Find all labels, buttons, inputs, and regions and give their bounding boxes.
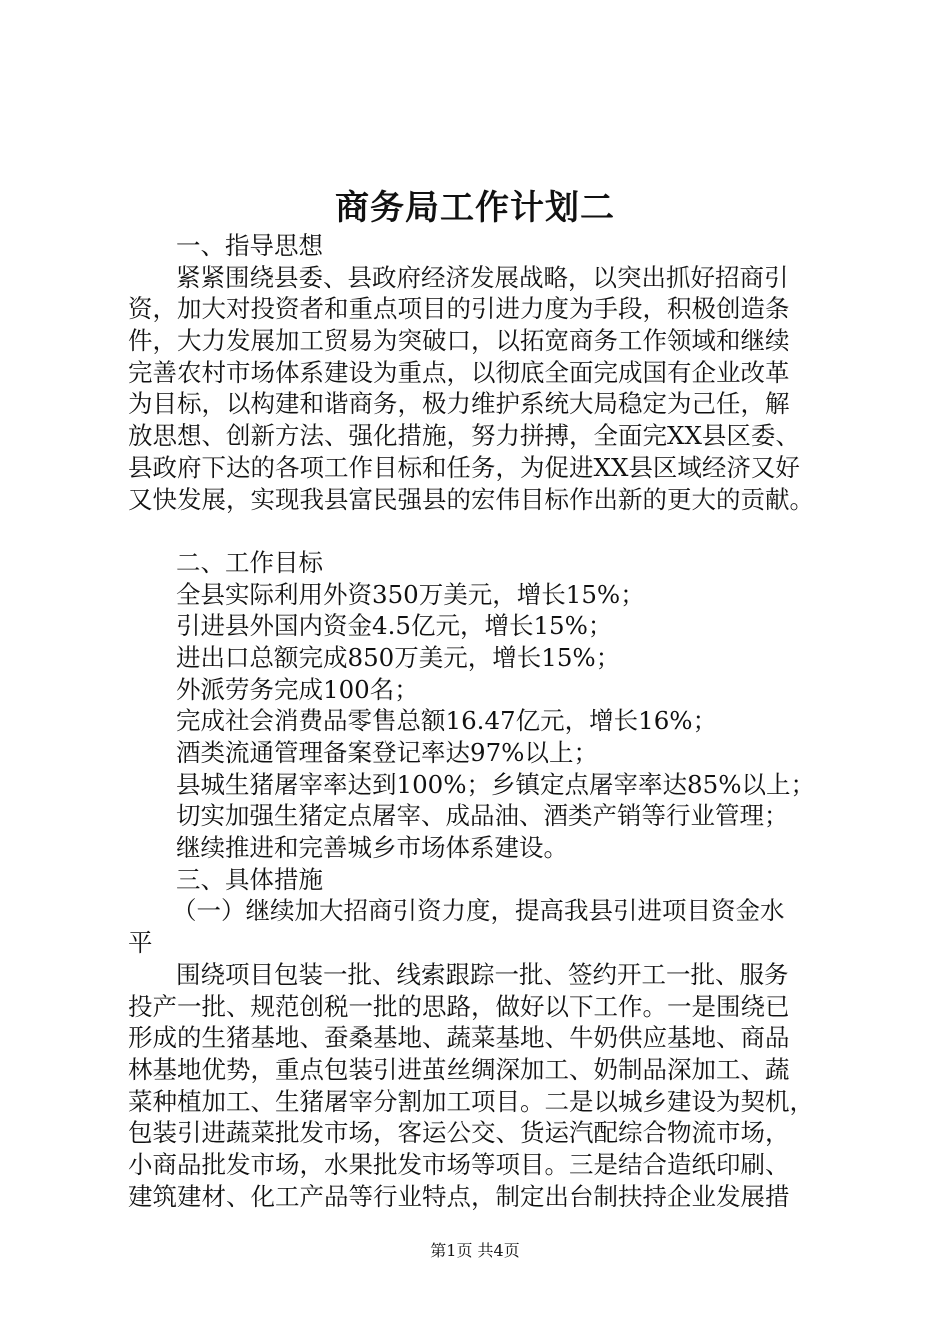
- paragraph-line: 菜种植加工、生猪屠宰分割加工项目。二是以城乡建设为契机，: [128, 1086, 814, 1116]
- paragraph-line: 件，大力发展加工贸易为突破口，以拓宽商务工作领域和继续: [128, 326, 790, 356]
- section-heading-specific-measures: 三、具体措施: [176, 864, 323, 894]
- paragraph-line: 围绕项目包装一批、线索跟踪一批、签约开工一批、服务: [176, 959, 789, 989]
- paragraph-line: 建筑建材、化工产品等行业特点，制定出台制扶持企业发展措: [128, 1181, 790, 1211]
- paragraph-line: 为目标，以构建和谐商务，极力维护系统大局稳定为己任，解: [128, 389, 790, 419]
- document-title: 商务局工作计划二: [335, 188, 615, 228]
- goal-item: 酒类流通管理备案登记率达97%以上；: [176, 738, 598, 767]
- goal-item: 引进县外国内资金4.5亿元，增长15%；: [176, 611, 613, 641]
- paragraph-line: 形成的生猪基地、蚕桑基地、蔬菜基地、牛奶供应基地、商品: [128, 1023, 790, 1053]
- paragraph-line: 投产一批、规范创税一批的思路，做好以下工作。一是围绕已: [128, 991, 790, 1021]
- goal-item: 继续推进和完善城乡市场体系建设。: [176, 833, 568, 863]
- section-heading-work-goals: 二、工作目标: [176, 547, 323, 577]
- section-heading-guiding-ideology: 一、指导思想: [176, 231, 323, 260]
- subsection-heading-line: （一）继续加大招商引资力度，提高我县引进项目资金水: [172, 896, 785, 926]
- paragraph-line: 包装引进蔬菜批发市场，客运公交、货运汽配综合物流市场，: [128, 1118, 790, 1148]
- paragraph-line: 放思想、创新方法、强化措施，努力拼搏，全面完XX县区委、: [128, 421, 800, 451]
- paragraph-line: 又快发展，实现我县富民强县的宏伟目标作出新的更大的贡献。: [128, 484, 814, 514]
- paragraph-line: 林基地优势，重点包装引进茧丝绸深加工、奶制品深加工、蔬: [128, 1054, 790, 1084]
- paragraph-line: 小商品批发市场，水果批发市场等项目。三是结合造纸印刷、: [128, 1149, 790, 1179]
- subsection-heading-line: 平: [128, 928, 153, 958]
- goal-item: 完成社会消费品零售总额16.47亿元，增长16%；: [176, 706, 718, 736]
- goal-item: 进出口总额完成850万美元，增长15%；: [176, 642, 621, 672]
- blank-line: [128, 515, 838, 547]
- paragraph-line: 资，加大对投资者和重点项目的引进力度为手段，积极创造条: [128, 294, 790, 324]
- page-number-footer: 第1页 共4页: [430, 1241, 520, 1260]
- paragraph-line: 紧紧围绕县委、县政府经济发展战略，以突出抓好招商引: [176, 262, 789, 292]
- goal-item: 全县实际利用外资350万美元，增长15%；: [176, 579, 645, 609]
- paragraph-line: 县政府下达的各项工作目标和任务，为促进XX县区域经济又好: [128, 452, 800, 482]
- paragraph-line: 完善农村市场体系建设为重点，以彻底全面完成国有企业改革: [128, 357, 790, 387]
- goal-item: 外派劳务完成100名；: [176, 674, 419, 704]
- goal-item: 切实加强生猪定点屠宰、成品油、酒类产销等行业管理；: [176, 801, 789, 831]
- goal-item: 县城生猪屠宰率达到100%；乡镇定点屠宰率达85%以上；: [176, 769, 815, 799]
- document-body: [128, 230, 838, 1212]
